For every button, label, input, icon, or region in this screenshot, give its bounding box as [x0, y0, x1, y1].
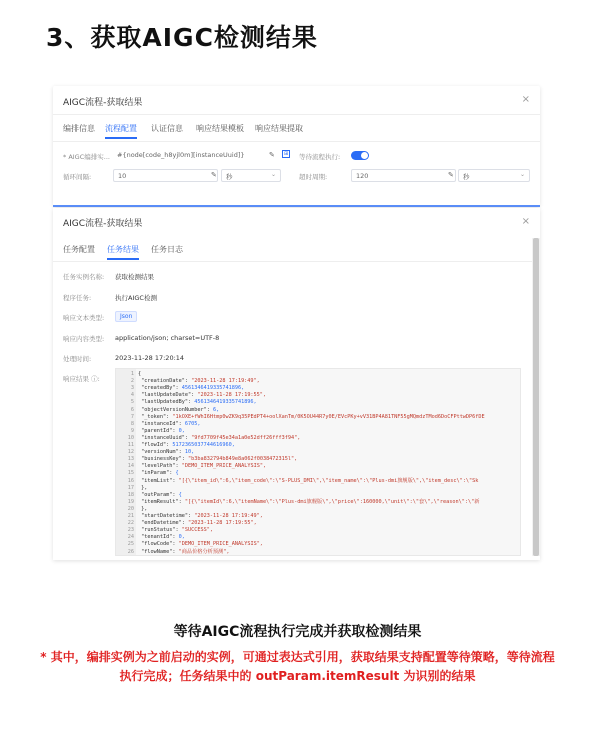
line-number: 17: [127, 484, 134, 491]
process-time-label: 处理时间:: [63, 355, 92, 363]
flow-config-dialog: [53, 86, 540, 206]
line-number: 21: [127, 513, 134, 519]
line-number: 14: [127, 463, 134, 470]
code-text: "instanceUuid": "9fd7709f45e34a1a0e52dff26fff3f94",: [138, 434, 301, 441]
code-text: "itemResult": "[{\"itemId\":6,\"itemName\":\"Plus-dmi旗舰版\",\"price\":160000,\"unit\":\"套\",\"reason\":\"新: [138, 498, 480, 505]
tab-flow-config[interactable]: 流程配置: [105, 124, 137, 133]
loop-unit-select[interactable]: [221, 169, 281, 182]
code-text: "flowCode": "DEMO_ITEM_PRICE_ANALYSIS",: [138, 541, 263, 548]
task-result-dialog: [53, 208, 540, 560]
code-line: [116, 478, 478, 485]
code-line: [116, 499, 479, 506]
code-text: "tenantId": 0,: [138, 534, 185, 541]
code-text: "startDatetime": "2023-11-28 17:19:49",: [138, 513, 263, 519]
scrollbar-thumb[interactable]: [533, 238, 539, 556]
divider: [53, 141, 540, 142]
line-number: 26: [127, 548, 134, 555]
tab-response-extract[interactable]: 响应结果提取: [255, 124, 303, 133]
content-type-value: application/json; charset=UTF-8: [115, 334, 220, 342]
line-number: 11: [127, 442, 134, 448]
text-type-label: 响应文本类型:: [63, 314, 105, 322]
code-line: [116, 399, 257, 406]
line-number: 20: [127, 505, 134, 512]
line-number: 15: [127, 470, 134, 477]
code-line: [116, 527, 213, 534]
dialog-title: AIGC流程-获取结果: [63, 219, 143, 229]
loop-interval-input[interactable]: 10: [113, 169, 218, 182]
line-number: 7: [130, 413, 134, 420]
tab-response-template[interactable]: 响应结果模板: [196, 124, 244, 133]
aigc-instance-label: * AIGC编排实...: [63, 153, 110, 161]
timeout-unit-value: 秒: [463, 173, 470, 181]
instance-name-label: 任务实例名称:: [63, 273, 105, 281]
line-number: 8: [130, 420, 134, 427]
loop-interval-label: 循环间隔:: [63, 173, 92, 181]
edit-icon[interactable]: ✎: [211, 171, 217, 179]
line-number: 10: [127, 434, 134, 441]
close-icon[interactable]: ×: [521, 94, 530, 105]
tab-auth-info[interactable]: 认证信息: [151, 124, 183, 133]
code-line: [116, 435, 300, 442]
code-text: {: [138, 371, 142, 377]
tab-task-config[interactable]: 任务配置: [63, 245, 95, 254]
code-text: "lastUpdatedBy": 4561346419335741896,: [138, 399, 257, 406]
code-line: [116, 541, 263, 548]
line-number: 16: [127, 477, 134, 484]
line-number: 25: [127, 541, 134, 548]
code-text: "runStatus": "SUCCESS",: [138, 527, 213, 534]
program-task-value: 执行AIGC检测: [115, 294, 157, 302]
code-text: "_token": "1kOXE+fWhI6Htmp0wZK9q35PEdPT4+oolXanTm/0K5OU44R7y0E/EVcPKy+vV31BP4A81TNF55gMQmdzTMod6DoCFPttwDP6fDE: [138, 413, 485, 420]
aigc-instance-input[interactable]: #{node[code_h8yjl0m][instanceUuid]}: [117, 151, 245, 159]
caption-title: 等待AIGC流程执行完成并获取检测结果: [173, 624, 422, 640]
tab-task-result[interactable]: 任务结果: [107, 245, 139, 254]
program-task-label: 程序任务:: [63, 294, 92, 302]
edit-icon[interactable]: ✎: [448, 171, 454, 179]
code-line: [116, 492, 182, 499]
code-line: [116, 456, 297, 463]
code-text: "endDatetime": "2023-11-28 17:19:55",: [138, 520, 257, 527]
code-text: "flowName": "商品价格分析预测",: [138, 548, 230, 555]
text-type-badge: Json: [115, 311, 137, 322]
code-line: [116, 421, 200, 428]
code-line: [116, 470, 179, 477]
chevron-down-icon: ⌄: [270, 171, 276, 178]
divider: [53, 114, 540, 115]
line-number: 19: [127, 498, 134, 505]
line-number: 22: [127, 520, 134, 527]
tab-orchestration-info[interactable]: 编排信息: [63, 124, 95, 133]
separator-line: [53, 205, 540, 207]
edit-icon[interactable]: ✎: [269, 151, 275, 159]
line-number: 23: [127, 527, 134, 534]
line-number: 13: [127, 456, 134, 463]
line-number: 5: [130, 399, 134, 406]
response-code-editor[interactable]: [115, 368, 521, 556]
tab-task-log[interactable]: 任务日志: [151, 245, 183, 254]
code-text: },: [138, 484, 148, 491]
line-number: 2: [130, 378, 134, 385]
code-text: "objectVersionNumber": 6,: [138, 406, 220, 413]
divider: [53, 261, 540, 262]
line-number: 24: [127, 534, 134, 541]
dialog-title: AIGC流程-获取结果: [63, 98, 143, 108]
timeout-input[interactable]: 120: [351, 169, 456, 182]
line-number: 1: [130, 371, 134, 377]
process-time-value: 2023-11-28 17:20:14: [115, 354, 185, 362]
code-text: "itemList": "[{\"item_id\":6,\"item_code\":\"S-PLUS_DMI\",\"item_name\":\"Plus-dmi旗舰版\",\"item_desc\":\"Sk: [138, 477, 479, 484]
line-number: 6: [130, 406, 134, 413]
close-icon[interactable]: ×: [521, 216, 530, 227]
line-number: 18: [127, 491, 134, 498]
response-result-label: 响应结果 ⓘ:: [63, 375, 100, 383]
chevron-down-icon: ⌄: [519, 171, 525, 178]
page-heading: 3、获取AIGC检测结果: [46, 23, 318, 52]
code-line: [116, 506, 147, 513]
code-text: "lastUpdateDate": "2023-11-28 17:19:55",: [138, 392, 267, 399]
code-text: "versionNum": 10,: [138, 449, 195, 456]
wait-flow-label: 等待流程执行:: [299, 153, 341, 161]
line-number: 9: [130, 427, 134, 434]
instance-name-value: 获取检测结果: [115, 273, 154, 281]
code-text: "levelPath": "DEMO_ITEM_PRICE_ANALYSIS",: [138, 463, 267, 470]
code-line: [116, 549, 229, 556]
code-text: "instanceId": 6705,: [138, 420, 201, 427]
code-text: "businessKey": "b3ba832794b849e8a062f0038472315l",: [138, 456, 298, 463]
code-text: "parentId": 0,: [138, 427, 185, 434]
timeout-unit-select[interactable]: [458, 169, 530, 182]
loop-unit-value: 秒: [226, 173, 233, 181]
timeout-label: 超时周期:: [299, 173, 328, 181]
line-number: 3: [130, 385, 134, 392]
code-text: "outParam": {: [138, 491, 182, 498]
line-number: 4: [130, 392, 134, 399]
code-text: "creationDate": "2023-11-28 17:19:49",: [138, 378, 260, 385]
wait-flow-toggle[interactable]: [351, 151, 369, 160]
code-text: },: [138, 505, 148, 512]
code-line: [116, 385, 244, 392]
code-text: "inParam": {: [138, 470, 179, 477]
line-number: 12: [127, 449, 134, 456]
expression-icon[interactable]: ⊞: [284, 151, 289, 157]
content-type-label: 响应内容类型:: [63, 335, 105, 343]
code-text: "createdBy": 4561346419335741896,: [138, 385, 245, 392]
code-text: "flowId": 5172365037744616960,: [138, 442, 235, 448]
caption-note: * 其中，编排实例为之前启动的实例，可通过表达式引用，获取结果支持配置等待策略，等待流程执行完成；任务结果中的 outParam.itemResult 为识别的结果: [40, 650, 555, 683]
